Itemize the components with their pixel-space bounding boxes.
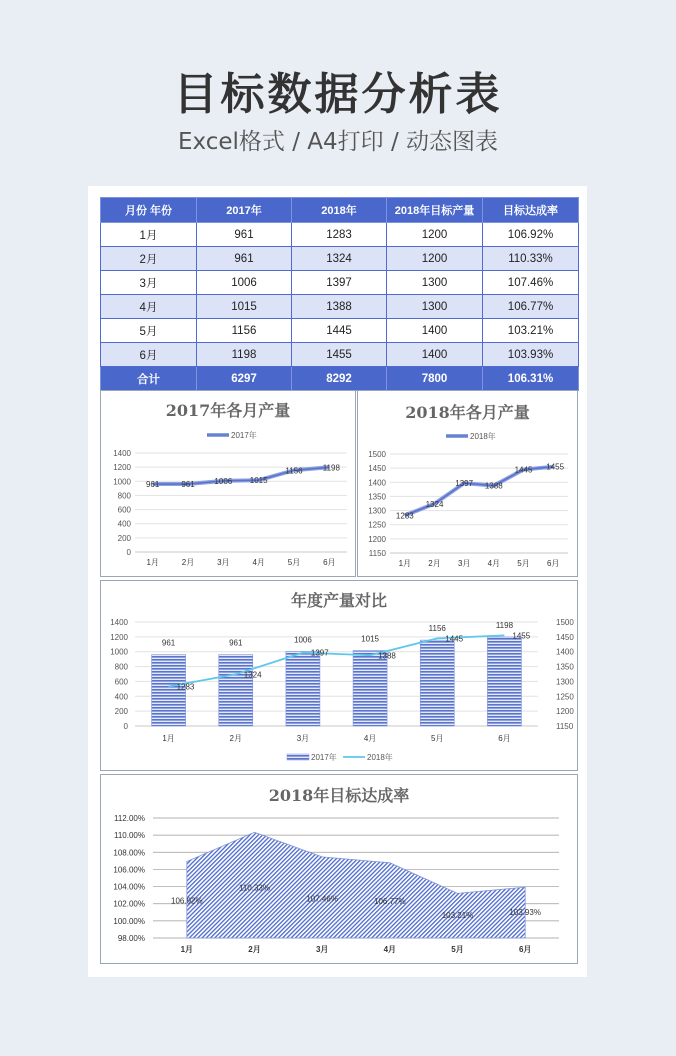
y-tick-label: 1000 bbox=[113, 477, 131, 487]
data-label: 1397 bbox=[455, 479, 474, 489]
chart-title: 2018年各月产量 bbox=[405, 403, 530, 422]
data-label: 1324 bbox=[425, 499, 444, 509]
x-tick-label: 2月 bbox=[181, 558, 195, 567]
x-tick-label: 3月 bbox=[315, 945, 329, 954]
y-tick-label: 102.00% bbox=[113, 899, 145, 909]
data-label: 1198 bbox=[322, 463, 340, 473]
x-tick-label: 6月 bbox=[518, 945, 532, 954]
x-tick-label: 5月 bbox=[431, 734, 444, 743]
y-tick-label: 1500 bbox=[368, 450, 386, 459]
line-chart-2018 bbox=[358, 391, 579, 578]
y-tick-label: 100.00% bbox=[113, 916, 145, 926]
table-cell: 1月 bbox=[101, 223, 197, 247]
y-tick-label: 200 bbox=[117, 533, 131, 543]
table-cell: 1200 bbox=[387, 223, 483, 247]
line-data-label: 1455 bbox=[512, 631, 531, 641]
y-tick-label: 1400 bbox=[113, 449, 131, 458]
table-row bbox=[101, 319, 579, 343]
table-row bbox=[101, 247, 579, 271]
table-cell: 1445 bbox=[292, 319, 387, 343]
y-tick-label: 1200 bbox=[368, 534, 386, 544]
table-header: 目标达成率 bbox=[483, 198, 579, 223]
table-cell: 107.46% bbox=[483, 271, 579, 295]
y-tick-label: 1250 bbox=[368, 520, 386, 530]
data-label: 1006 bbox=[214, 476, 233, 486]
chart-title: 2017年各月产量 bbox=[165, 401, 291, 420]
y2-tick-label: 1300 bbox=[556, 677, 574, 687]
bar-data-label: 1015 bbox=[361, 634, 379, 644]
table-cell: 1156 bbox=[197, 319, 292, 343]
x-tick-label: 5月 bbox=[517, 559, 530, 568]
y-tick-label: 106.00% bbox=[113, 865, 145, 875]
chart-2018-panel bbox=[357, 390, 578, 577]
table-cell: 1400 bbox=[387, 343, 483, 367]
y-tick-label: 1000 bbox=[110, 647, 128, 657]
table-cell: 961 bbox=[197, 223, 292, 247]
y2-tick-label: 1400 bbox=[556, 647, 574, 657]
y2-tick-label: 1150 bbox=[556, 722, 574, 731]
x-tick-label: 1月 bbox=[180, 945, 194, 954]
data-label: 1388 bbox=[484, 481, 503, 491]
bar-data-label: 1006 bbox=[294, 635, 312, 645]
y-tick-label: 1300 bbox=[368, 506, 386, 516]
y2-tick-label: 1350 bbox=[556, 662, 574, 672]
y-tick-label: 1400 bbox=[110, 618, 128, 627]
table-row bbox=[101, 343, 579, 367]
table-cell: 6297 bbox=[197, 367, 292, 391]
data-label: 106.92% bbox=[171, 896, 203, 906]
y-tick-label: 1200 bbox=[113, 463, 131, 473]
line-data-label: 1324 bbox=[243, 670, 262, 680]
x-tick-label: 6月 bbox=[498, 734, 511, 743]
table-row bbox=[101, 295, 579, 319]
y2-tick-label: 1200 bbox=[556, 707, 574, 717]
table-cell: 1324 bbox=[292, 247, 387, 271]
table-cell: 1198 bbox=[197, 343, 292, 367]
chart-compare-panel bbox=[100, 580, 578, 771]
y-tick-label: 1150 bbox=[368, 549, 386, 558]
bar bbox=[420, 640, 454, 726]
line-data-label: 1445 bbox=[445, 634, 464, 644]
area-chart-rate bbox=[101, 775, 579, 965]
table-cell: 8292 bbox=[292, 367, 387, 391]
y2-tick-label: 1500 bbox=[556, 618, 574, 627]
legend-label: 2017年 bbox=[231, 431, 257, 440]
y-tick-label: 112.00% bbox=[114, 814, 145, 823]
table-cell: 4月 bbox=[101, 295, 197, 319]
data-label: 107.46% bbox=[306, 894, 338, 904]
data-label: 1156 bbox=[285, 466, 303, 476]
table-header-row bbox=[101, 198, 579, 223]
table-cell: 3月 bbox=[101, 271, 197, 295]
x-tick-label: 2月 bbox=[248, 945, 261, 954]
y-tick-label: 98.00% bbox=[117, 934, 145, 943]
x-tick-label: 6月 bbox=[323, 558, 336, 567]
y2-tick-label: 1450 bbox=[556, 632, 574, 642]
table-cell: 1200 bbox=[387, 247, 483, 271]
line-chart-2017 bbox=[101, 391, 357, 578]
table-cell: 110.33% bbox=[483, 247, 579, 271]
table-header: 2018年目标产量 bbox=[387, 198, 483, 223]
legend-label: 2018年 bbox=[367, 753, 393, 762]
x-tick-label: 4月 bbox=[363, 734, 377, 743]
page-title: 目标数据分析表 bbox=[173, 69, 503, 120]
data-label: 110.33% bbox=[239, 883, 270, 893]
x-tick-label: 5月 bbox=[287, 558, 301, 567]
table-header: 2017年 bbox=[197, 198, 292, 223]
data-label: 961 bbox=[145, 480, 160, 490]
x-tick-label: 4月 bbox=[252, 558, 265, 567]
x-tick-label: 2月 bbox=[229, 734, 242, 743]
table-header: 2018年 bbox=[292, 198, 387, 223]
x-tick-label: 6月 bbox=[546, 559, 560, 568]
y-tick-label: 800 bbox=[117, 491, 131, 501]
table-cell: 1015 bbox=[197, 295, 292, 319]
table-cell: 106.77% bbox=[483, 295, 579, 319]
table-cell: 1455 bbox=[292, 343, 387, 367]
table-cell: 2月 bbox=[101, 247, 197, 271]
page-subtitle: Excel格式 / A4打印 / 动态图表 bbox=[177, 129, 499, 155]
line-data-label: 1388 bbox=[378, 651, 396, 661]
y2-tick-label: 1250 bbox=[556, 692, 574, 702]
x-tick-label: 4月 bbox=[487, 559, 501, 568]
table-cell: 6月 bbox=[101, 343, 197, 367]
data-table bbox=[100, 197, 579, 391]
table-cell: 1400 bbox=[387, 319, 483, 343]
table-cell: 103.21% bbox=[483, 319, 579, 343]
y-tick-label: 200 bbox=[114, 707, 128, 717]
y-tick-label: 110.00% bbox=[114, 831, 145, 841]
bar bbox=[219, 655, 253, 726]
y-tick-label: 400 bbox=[117, 519, 131, 529]
legend-label: 2018年 bbox=[470, 432, 496, 441]
table-cell: 103.93% bbox=[483, 343, 579, 367]
y-tick-label: 1450 bbox=[368, 464, 386, 474]
table-cell: 1006 bbox=[197, 271, 292, 295]
table-row bbox=[101, 271, 579, 295]
bar-data-label: 961 bbox=[161, 638, 176, 648]
table-cell: 1300 bbox=[387, 271, 483, 295]
y-tick-label: 1350 bbox=[368, 492, 386, 502]
table-cell: 7800 bbox=[387, 367, 483, 391]
y-tick-label: 1400 bbox=[368, 478, 386, 488]
chart-title: 2018年目标达成率 bbox=[268, 786, 410, 805]
data-label: 1455 bbox=[546, 462, 565, 472]
y-tick-label: 600 bbox=[117, 505, 131, 515]
legend-label: 2017年 bbox=[311, 753, 337, 762]
table-cell: 961 bbox=[197, 247, 292, 271]
x-tick-label: 1月 bbox=[146, 558, 159, 567]
line-data-label: 1283 bbox=[176, 682, 195, 692]
table-cell: 1300 bbox=[387, 295, 483, 319]
data-label: 1445 bbox=[514, 465, 533, 475]
table-total-row bbox=[101, 367, 579, 391]
data-label: 1283 bbox=[395, 511, 414, 521]
x-tick-label: 1月 bbox=[398, 559, 412, 568]
data-label: 106.77% bbox=[374, 897, 406, 907]
x-tick-label: 3月 bbox=[457, 559, 471, 568]
y-tick-label: 400 bbox=[114, 692, 128, 702]
bar-data-label: 1198 bbox=[495, 621, 514, 631]
x-tick-label: 3月 bbox=[296, 734, 310, 743]
y-tick-label: 1200 bbox=[110, 632, 128, 642]
x-tick-label: 4月 bbox=[383, 945, 397, 954]
bar bbox=[353, 651, 387, 726]
table-cell: 1283 bbox=[292, 223, 387, 247]
y-tick-label: 0 bbox=[123, 722, 128, 731]
table-cell: 106.31% bbox=[483, 367, 579, 391]
table-cell: 106.92% bbox=[483, 223, 579, 247]
x-tick-label: 1月 bbox=[162, 734, 175, 743]
data-label: 103.21% bbox=[441, 910, 474, 920]
chart-2017-panel bbox=[100, 390, 356, 577]
bar-data-label: 961 bbox=[229, 638, 243, 648]
x-tick-label: 5月 bbox=[451, 945, 464, 954]
y-tick-label: 0 bbox=[126, 548, 131, 557]
data-label: 103.93% bbox=[509, 908, 541, 918]
y-tick-label: 600 bbox=[114, 677, 128, 687]
table-cell: 合计 bbox=[101, 367, 197, 391]
x-tick-label: 2月 bbox=[428, 559, 441, 568]
table-header-corner: 月份 年份 bbox=[101, 198, 197, 223]
combo-chart-compare bbox=[101, 581, 579, 772]
bar bbox=[487, 637, 521, 726]
table-cell: 5月 bbox=[101, 319, 197, 343]
table-cell: 1388 bbox=[292, 295, 387, 319]
table-cell: 1397 bbox=[292, 271, 387, 295]
y-tick-label: 108.00% bbox=[113, 848, 145, 858]
chart-title: 年度产量对比 bbox=[290, 591, 387, 610]
chart-rate-panel bbox=[100, 774, 578, 964]
y-tick-label: 800 bbox=[114, 662, 128, 672]
bar bbox=[286, 651, 320, 726]
bar-data-label: 1156 bbox=[428, 624, 446, 634]
data-label: 961 bbox=[181, 480, 195, 490]
line-data-label: 1397 bbox=[310, 648, 329, 658]
legend-swatch bbox=[287, 754, 309, 760]
y-tick-label: 104.00% bbox=[113, 882, 145, 892]
table-row bbox=[101, 223, 579, 247]
data-label: 1015 bbox=[249, 476, 268, 486]
area-fill bbox=[187, 832, 525, 938]
x-tick-label: 3月 bbox=[217, 558, 230, 567]
